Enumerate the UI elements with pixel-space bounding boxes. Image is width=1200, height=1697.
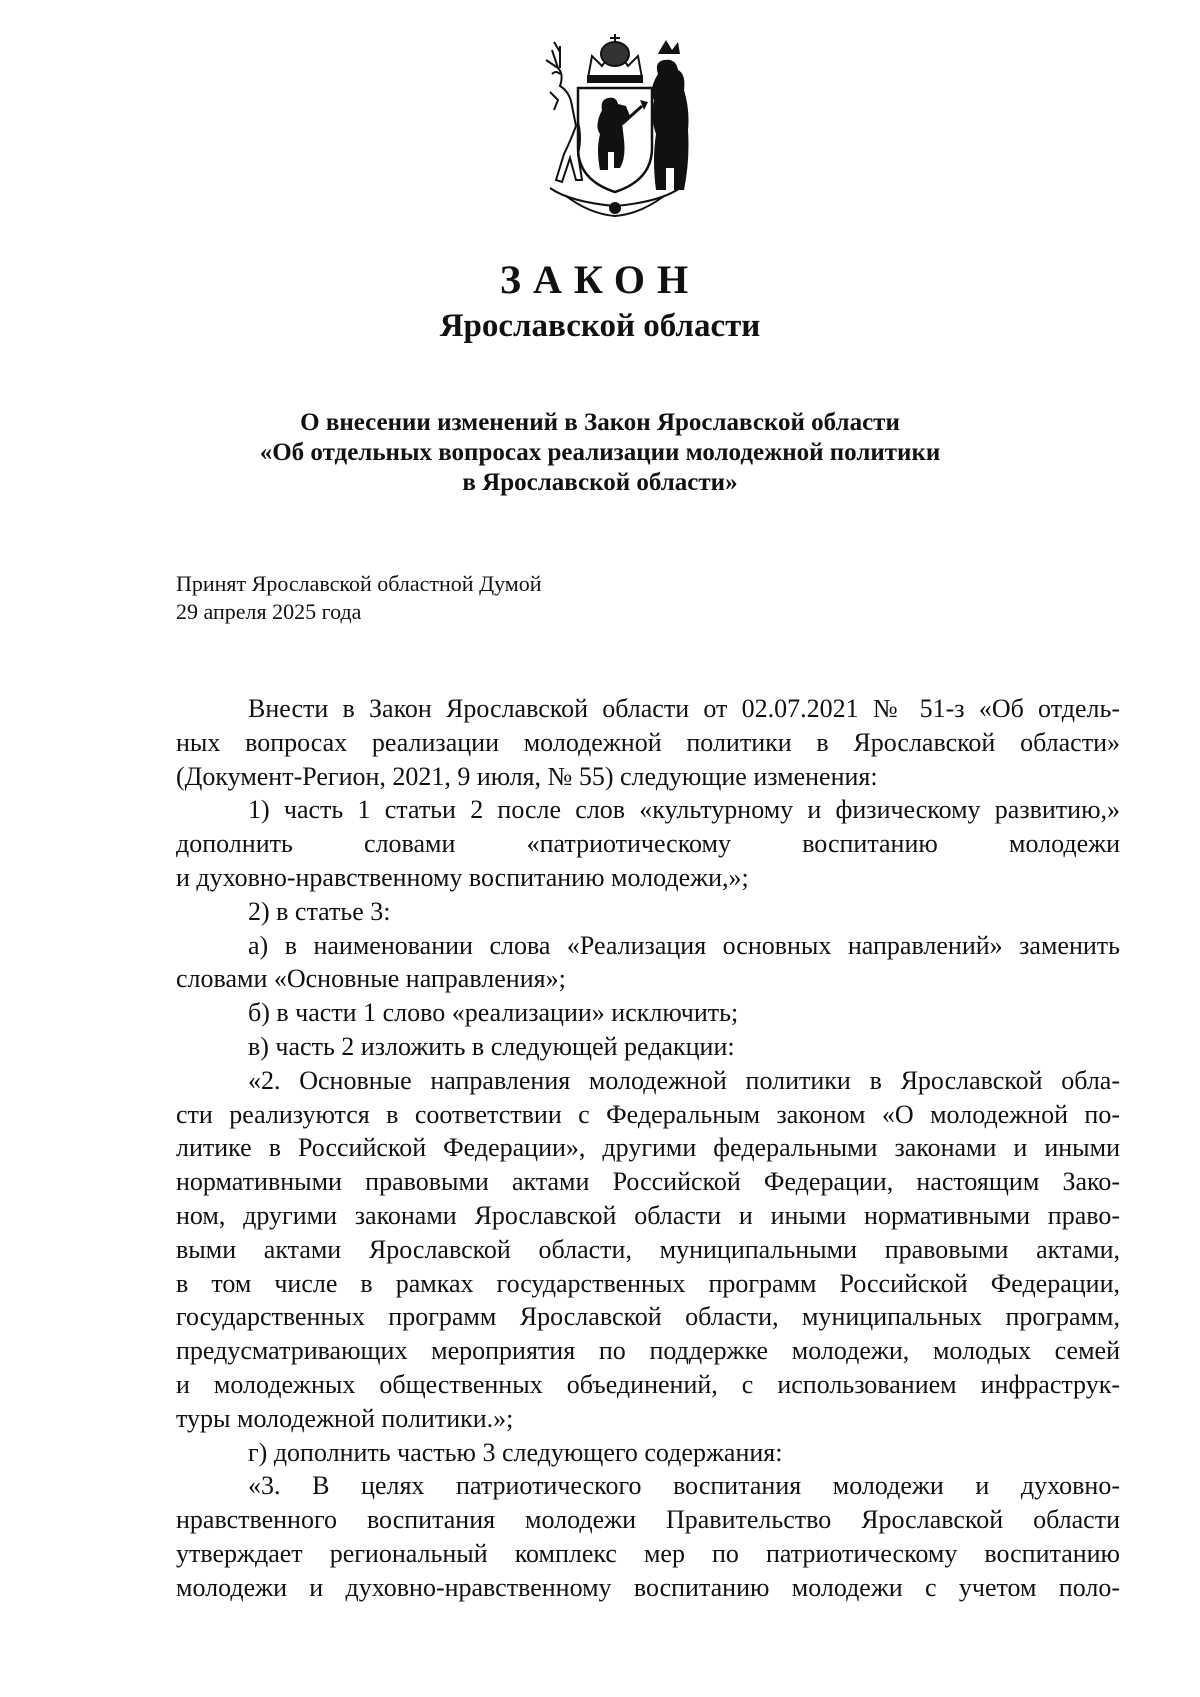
subtitle-line: «Об отдельных вопросах реализации молодежной политики [259, 439, 941, 466]
document-body [176, 692, 1120, 1605]
body-line: молодежи и духовно-нравственному воспитанию молодежи с учетом поло- [176, 1572, 1120, 1602]
body-line: и духовно-нравственному воспитанию молодежи,»; [176, 862, 749, 892]
body-line: б) в части 1 слово «реализации» исключить; [248, 998, 739, 1028]
body-line: 2) в статье 3: [248, 896, 391, 926]
adoption-date: 29 апреля 2025 года [176, 599, 362, 624]
subtitle-line: в Ярославской области» [462, 469, 738, 496]
body-line: нормативными правовыми актами Российской Федерации, настоящим Зако- [176, 1167, 1120, 1197]
body-line: ном, другими законами Ярославской области и иными нормативными право- [176, 1200, 1120, 1230]
body-line: сти реализуются в соответствии с Федеральным законом «О молодежной по- [176, 1099, 1120, 1129]
body-line: литике в Российской Федерации», другими федеральными законами и иными [176, 1133, 1120, 1163]
body-line: а) в наименовании слова «Реализация основных направлений» заменить [248, 930, 1120, 960]
crown-icon [588, 34, 642, 82]
deer-icon [546, 42, 582, 182]
body-line: «2. Основные направления молодежной политики в Ярославской обла- [248, 1065, 1120, 1095]
document-region: Ярославской области [439, 308, 761, 344]
body-line: Внести в Закон Ярославской области от 02.07.2021 № 51-з «Об отдель- [248, 694, 1120, 723]
body-line: дополнить словами «патриотическому воспитанию молодежи [176, 829, 1120, 859]
bear-icon [652, 40, 689, 190]
body-line: в том числе в рамках государственных программ Российской Федерации, [176, 1268, 1120, 1298]
body-line: ных вопросах реализации молодежной политики в Ярославской области» [176, 727, 1120, 757]
adoption-line: Принят Ярославской областной Думой [176, 571, 542, 596]
shield-icon [578, 88, 652, 192]
document-subtitle [150, 408, 1050, 498]
body-line: 1) часть 1 статьи 2 после слов «культурному и физическому развитию,» [248, 795, 1120, 825]
document-title: ЗАКОН [499, 257, 701, 302]
body-line: г) дополнить частью 3 следующего содержания: [248, 1437, 783, 1467]
coat-of-arms-emblem [530, 30, 700, 220]
body-line: и молодежных общественных объединений, с использованием инфраструк- [176, 1369, 1120, 1399]
body-line: выми актами Ярославской области, муниципальными правовыми актами, [176, 1234, 1120, 1264]
body-line: «3. В целях патриотического воспитания молодежи и духовно- [248, 1471, 1120, 1501]
body-line: (Документ-Регион, 2021, 9 июля, № 55) следующие изменения: [176, 761, 878, 791]
body-line: нравственного воспитания молодежи Правительство Ярославской области [176, 1505, 1120, 1535]
body-line: туры молодежной политики.»; [176, 1403, 514, 1433]
body-line: предусматривающих мероприятия по поддержке молодежи, молодых семей [176, 1336, 1120, 1366]
body-line: в) часть 2 изложить в следующей редакции: [248, 1031, 735, 1061]
subtitle-line: О внесении изменений в Закон Ярославской области [300, 409, 900, 436]
body-line: словами «Основные направления»; [176, 964, 566, 994]
body-line: утверждает региональный комплекс мер по патриотическому воспитанию [176, 1538, 1120, 1568]
adoption-info [176, 570, 542, 626]
body-line: государственных программ Ярославской области, муниципальных программ, [176, 1302, 1120, 1332]
